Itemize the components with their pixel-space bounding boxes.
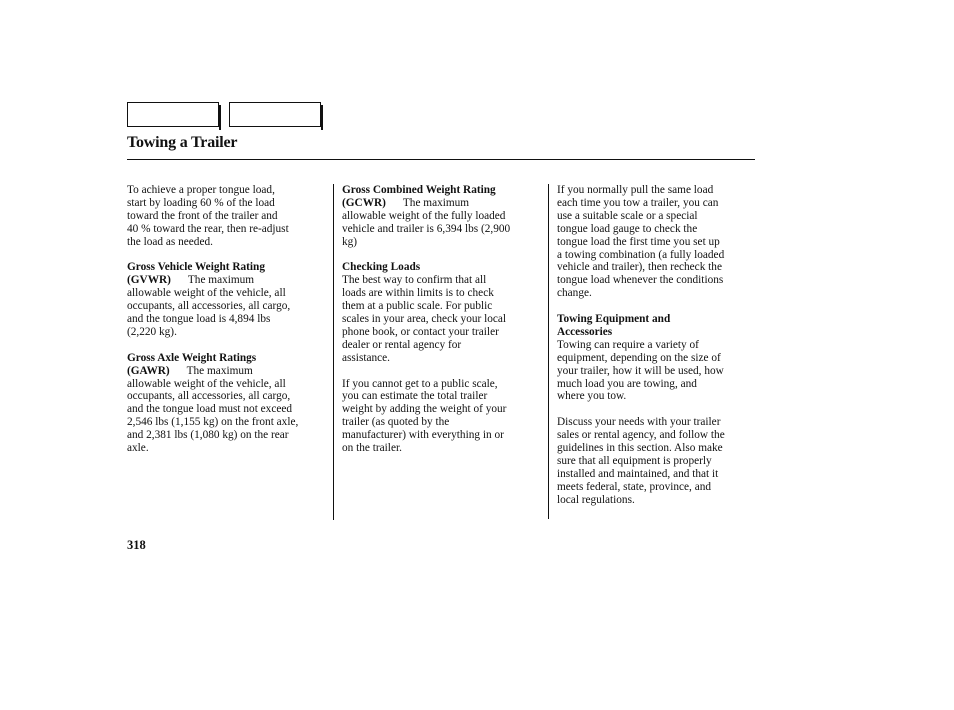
gawr-heading: Gross Axle Weight Ratings: [127, 351, 257, 364]
gvwr-paragraph: [127, 261, 327, 338]
section-tab-2: [229, 102, 321, 127]
equipment-heading-2: Accessories: [557, 325, 613, 338]
checking-loads-paragraph: [342, 261, 542, 364]
gvwr-heading: Gross Vehicle Weight Rating: [127, 261, 265, 274]
equipment-paragraph: [557, 313, 757, 403]
same-load-paragraph: [557, 184, 757, 300]
gvwr-abbrev: (GVWR): [127, 274, 171, 287]
text-line: your trailer, how it will be used, how: [557, 364, 724, 377]
column-divider-1: [333, 184, 334, 520]
text-line: (2,220 kg).: [127, 325, 177, 338]
text-line: equipment, depending on the size of: [557, 351, 721, 364]
text-line: The maximum: [402, 196, 470, 209]
text-line: loads are within limits is to check: [342, 287, 494, 300]
text-line: trailer (as quoted by the: [342, 416, 450, 429]
text-line: allowable weight of the vehicle, all: [127, 287, 286, 300]
text-line: Towing can require a variety of: [557, 338, 699, 351]
gawr-abbrev: (GAWR): [127, 364, 170, 377]
text-line: tongue load the first time you set up: [557, 235, 720, 248]
text-line: manufacturer) with everything in or: [342, 429, 504, 442]
text-line: meets federal, state, province, and: [557, 480, 712, 493]
gcwr-paragraph: [342, 184, 542, 249]
checking-loads-heading: Checking Loads: [342, 261, 421, 274]
text-line: on the trailer.: [342, 442, 402, 455]
text-line: vehicle and trailer is 6,394 lbs (2,900: [342, 222, 511, 235]
estimate-weight-paragraph: [342, 378, 542, 455]
text-line: kg): [342, 235, 358, 248]
text-line: them at a public scale. For public: [342, 300, 493, 313]
text-line: occupants, all accessories, all cargo,: [127, 390, 291, 403]
column-3: [557, 184, 757, 520]
text-line: vehicle and trailer), then recheck the: [557, 261, 722, 274]
text-line: you can estimate the total trailer: [342, 390, 488, 403]
title-rule: [127, 159, 755, 160]
text-line: change.: [557, 287, 592, 300]
text-line: where you tow.: [557, 390, 627, 403]
text-line: and 2,381 lbs (1,080 kg) on the rear: [127, 429, 289, 442]
column-divider-2: [548, 184, 549, 519]
text-line: weight by adding the weight of your: [342, 403, 507, 416]
gcwr-heading: Gross Combined Weight Rating: [342, 184, 496, 196]
text-line: local regulations.: [557, 493, 635, 506]
text-line: scales in your area, check your local: [342, 313, 507, 326]
column-2: [342, 184, 542, 468]
text-line: sure that all equipment is properly: [557, 455, 712, 467]
text-line: If you normally pull the same load: [557, 184, 714, 196]
text-line: 2,546 lbs (1,155 kg) on the front axle,: [127, 416, 299, 429]
text-line: and the tongue load must not exceed: [127, 403, 293, 416]
page-number: 318: [127, 538, 146, 552]
text-line: toward the front of the trailer and: [127, 209, 278, 222]
equipment-heading: Towing Equipment and: [557, 313, 671, 326]
text-line: 40 % toward the rear, then re-adjust: [127, 222, 289, 235]
text-line: start by loading 60 % of the load: [127, 196, 275, 209]
text-line: The maximum: [187, 274, 255, 287]
text-line: The best way to confirm that all: [342, 274, 487, 287]
text-line: allowable weight of the fully loaded: [342, 209, 506, 222]
text-line: installed and maintained, and that it: [557, 467, 719, 480]
text-line: axle.: [127, 442, 149, 455]
text-line: allowable weight of the vehicle, all: [127, 377, 286, 390]
text-line: tongue load whenever the conditions: [557, 274, 724, 287]
text-line: and the tongue load is 4,894 lbs: [127, 313, 271, 326]
column-1: [127, 184, 327, 468]
gawr-paragraph: [127, 352, 327, 455]
text-line: the load as needed.: [127, 235, 213, 248]
tongue-load-paragraph: [127, 184, 327, 249]
text-line: assistance.: [342, 351, 390, 364]
text-line: If you cannot get to a public scale,: [342, 377, 498, 390]
text-line: tongue load gauge to check the: [557, 222, 698, 235]
text-line: dealer or rental agency for: [342, 338, 462, 351]
text-line: The maximum: [186, 364, 253, 377]
discuss-needs-paragraph: [557, 416, 757, 506]
text-line: sales or rental agency, and follow the: [557, 429, 725, 442]
text-line: phone book, or contact your trailer: [342, 325, 499, 338]
text-line: guidelines in this section. Also make: [557, 442, 723, 455]
text-line: use a suitable scale or a special: [557, 209, 698, 222]
text-line: much load you are towing, and: [557, 377, 697, 390]
text-line: a towing combination (a fully loaded: [557, 248, 725, 261]
text-line: occupants, all accessories, all cargo,: [127, 300, 291, 313]
gcwr-abbrev: (GCWR): [342, 196, 386, 209]
text-line: each time you tow a trailer, you can: [557, 196, 719, 209]
section-tab-1: [127, 102, 219, 127]
page-title: Towing a Trailer: [127, 134, 238, 151]
text-line: To achieve a proper tongue load,: [127, 184, 275, 196]
text-line: Discuss your needs with your trailer: [557, 416, 721, 429]
